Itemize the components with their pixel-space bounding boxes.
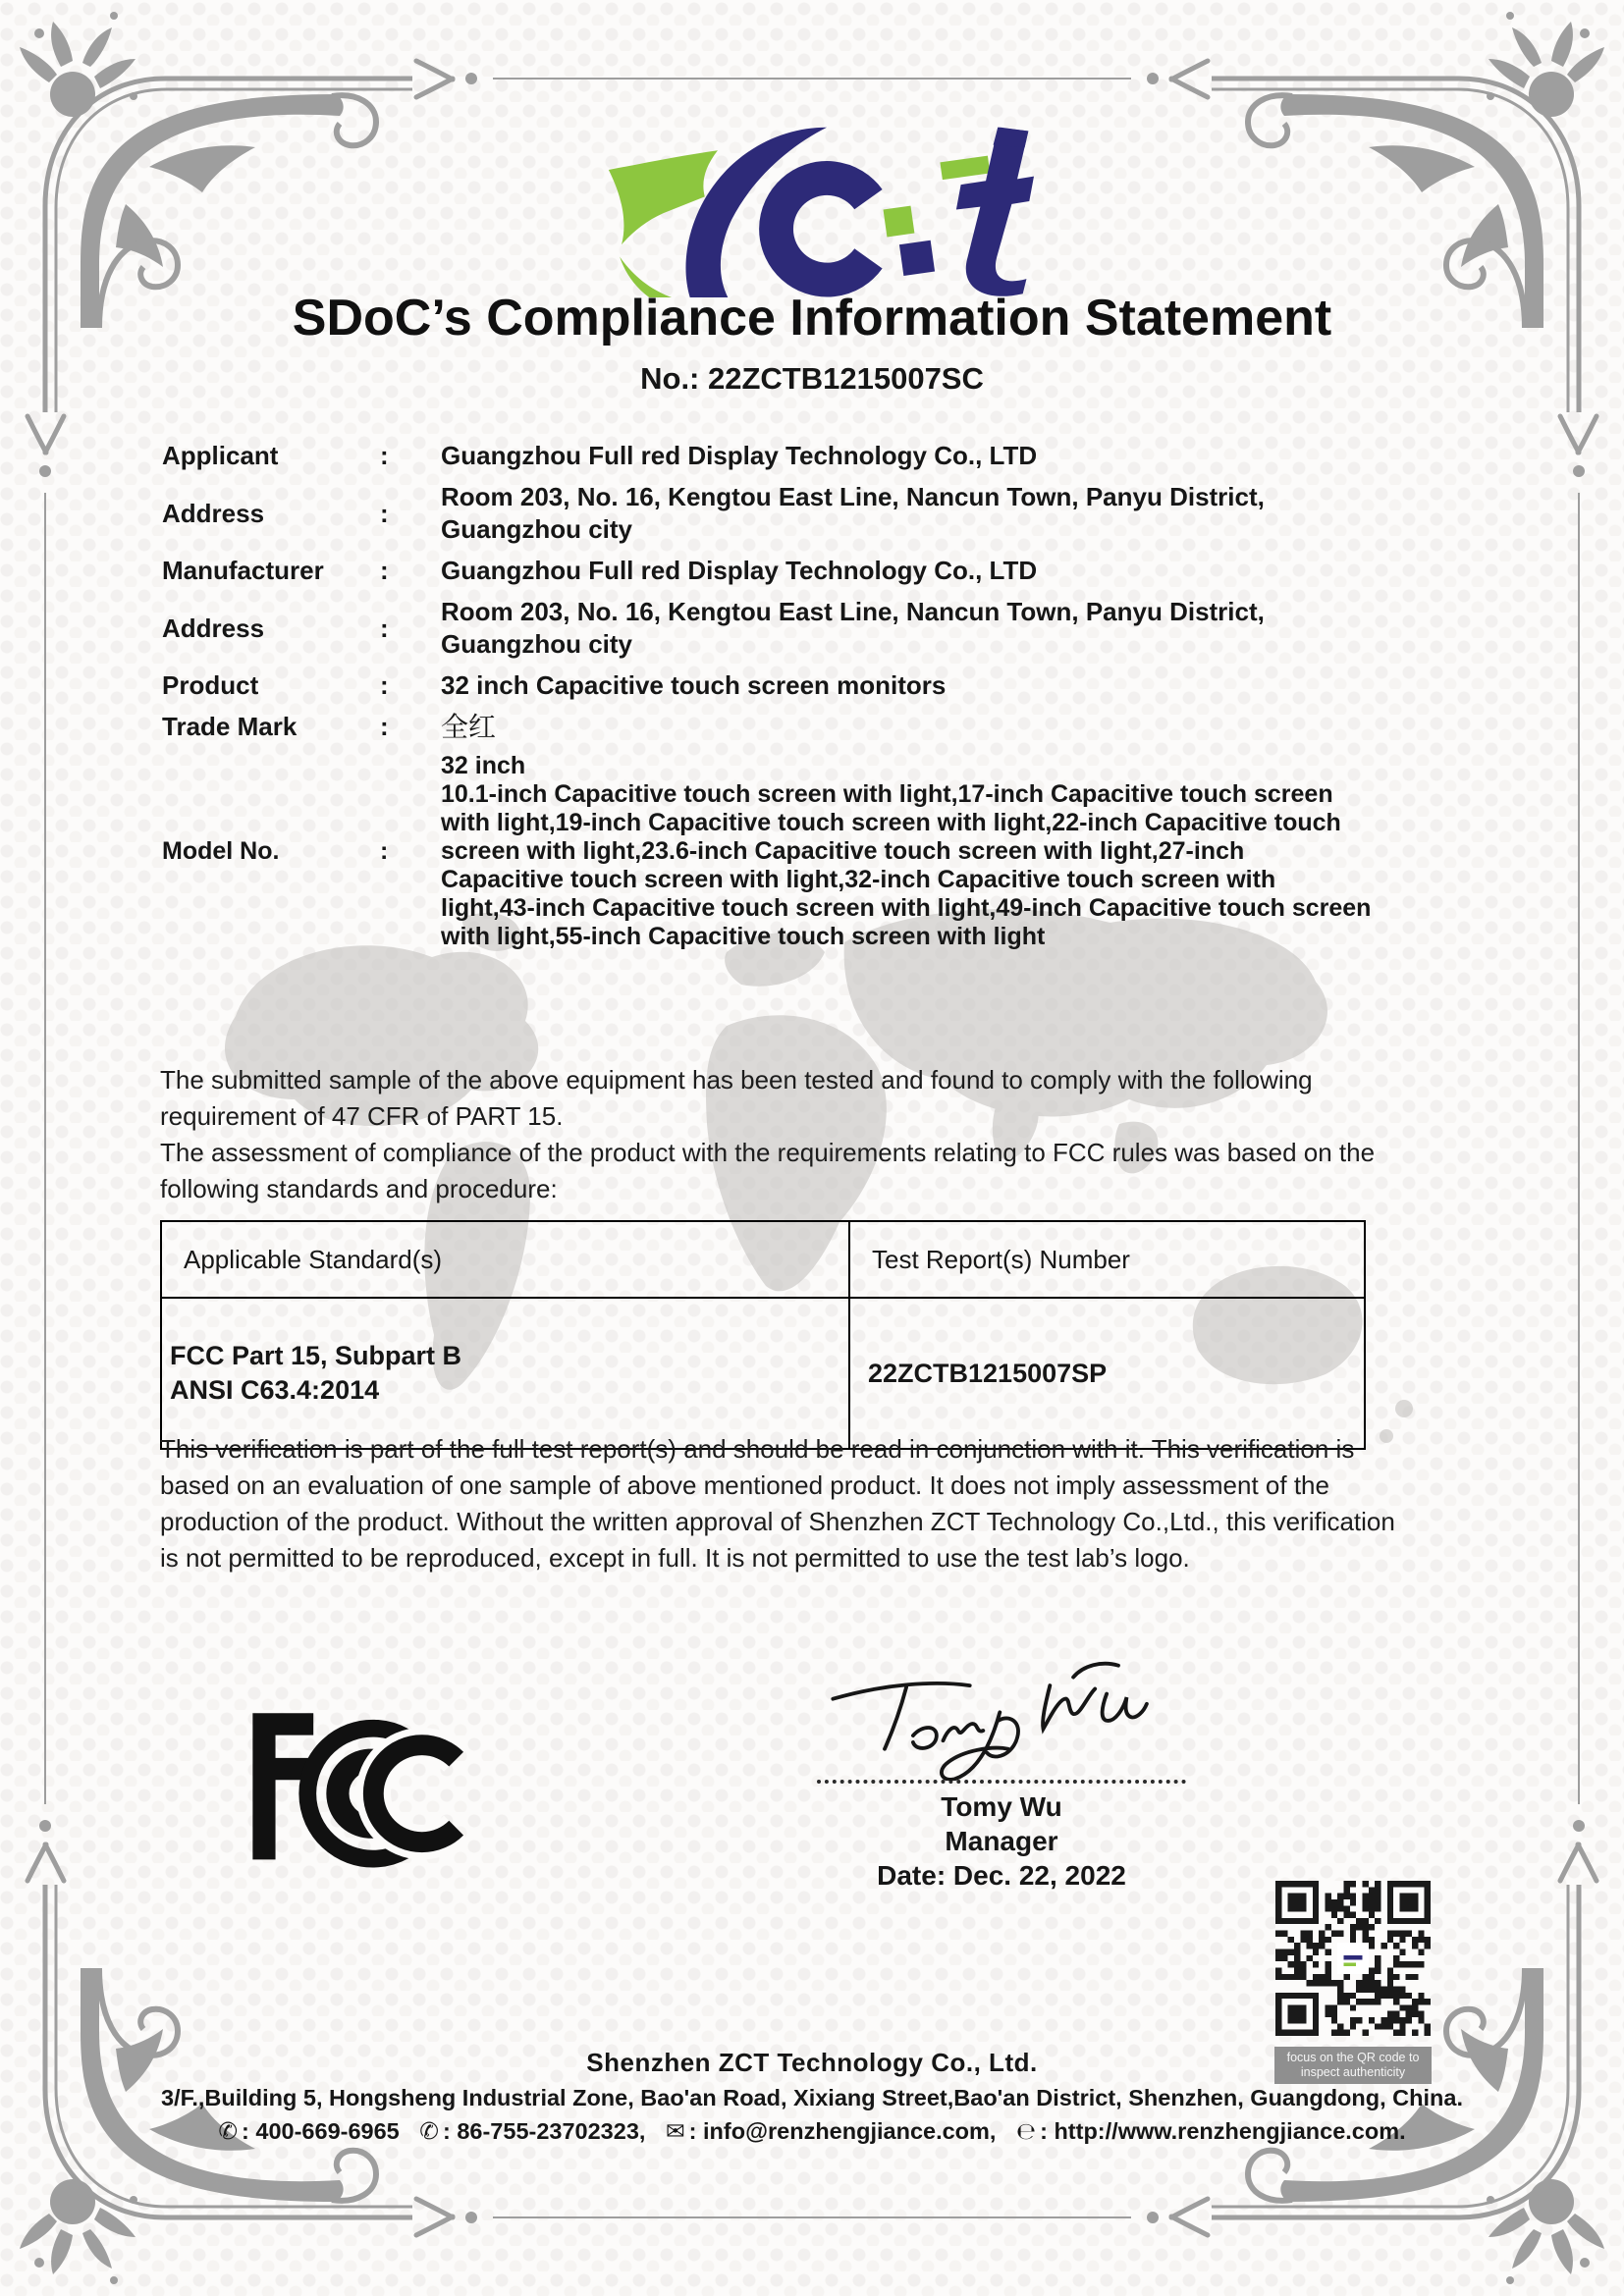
footer-contact-line [0,2117,1624,2145]
model-no-list: 10.1-inch Capacitive touch screen with light,17-inch Capacitive touch screen with light,19-inch Capacitive touch screen with light,22-inch Capacitive touch screen with light,23.6-inch Capacitive touch screen with light,27-inch Capacitive touch screen with light,32-inch Capacitive touch screen with light,43-inch Capacitive touch screen with light,49-inch Capacitive touch screen with light,55-inch Capacitive touch screen with light [441,780,1372,950]
logo-letter-c [777,178,869,280]
model-no-value [441,752,1372,951]
footer [0,2048,1624,2145]
signer-role: Manager [945,1826,1058,1856]
colon: : [380,712,389,741]
statement-paragraph-2: The assessment of compliance of the product with the requirements relating to FCC rules was based on the following standards and procedure: [160,1138,1376,1203]
header-test-report-number: Test Report(s) Number [849,1221,1365,1298]
signature-date: Date: Dec. 22, 2022 [877,1860,1126,1891]
footer-phone-1: : 400-669-6965 [242,2118,400,2144]
address-value: Room 203, No. 16, Kengtou East Line, Nancun Town, Panyu District, Guangzhou city [441,482,1265,544]
signature-block [785,1647,1218,1893]
trademark-value: 全红 [441,711,497,743]
product-label: Product [162,670,259,700]
zct-logo [590,122,1034,302]
form-row-applicant [162,440,1372,472]
logo-green-square [884,206,915,238]
phone-icon: ✆ [218,2117,239,2145]
address-label: Address [162,498,265,528]
fcc-logo [244,1704,471,1876]
address-label: Address [162,613,265,643]
qr-caption-line-1: focus on the QR code to [1286,2051,1420,2064]
colon: : [380,670,389,700]
form-row-product [162,669,1372,702]
web-icon: ℮ [1016,2117,1037,2145]
logo-letter-t [956,128,1034,296]
colon: : [380,498,389,528]
trademark-label: Trade Mark [162,712,298,741]
manufacturer-value: Guangzhou Full red Display Technology Co., LTD [441,556,1038,585]
address-value: Room 203, No. 16, Kengtou East Line, Nancun Town, Panyu District, Guangzhou city [441,597,1265,659]
footer-phone-2: : 86-755-23702323, [442,2118,646,2144]
footer-email: : info@renzhengjiance.com, [688,2118,997,2144]
manufacturer-label: Manufacturer [162,556,324,585]
colon: : [380,613,389,643]
envelope-icon: ✉ [665,2117,685,2145]
report-number-cell: 22ZCTB1215007SP [849,1298,1365,1449]
logo-green-dash [940,156,990,181]
standard-line-1: FCC Part 15, Subpart B [170,1341,462,1370]
header-applicable-standards: Applicable Standard(s) [161,1221,849,1298]
footer-address: 3/F.,Building 5, Hongsheng Industrial Zone, Bao'an Road, Xixiang Street,Bao'an District, Shenzhen, Guangdong, China. [161,2085,1463,2110]
qr-code [1274,1881,1432,2041]
colon: : [380,556,389,585]
certificate-form [162,440,1372,960]
handwritten-signature [795,1647,1208,1781]
phone-icon: ✆ [419,2117,439,2145]
verification-paragraph: This verification is part of the full test report(s) and should be read in conjunction with it. This verification is based on an evaluation of one sample of above mentioned product. It does not imply assessment of the production of the product. Without the written approval of Shenzhen ZCT Technology Co.,Ltd., this verification is not permitted to be reproduced, except in full. It is not permitted to use the test lab’s logo. [160,1434,1395,1573]
standards-cell [161,1298,849,1449]
model-no-label: Model No. [162,837,280,865]
table-header-row [161,1221,1365,1298]
form-row-trademark [162,711,1372,743]
form-row-model-no [162,752,1372,951]
colon: : [380,441,389,470]
page-title: SDoC’s Compliance Information Statement [292,290,1332,347]
form-row-address-2 [162,596,1372,661]
footer-website: : http://www.renzhengjiance.com. [1040,2118,1406,2144]
applicant-value: Guangzhou Full red Display Technology Co., LTD [441,441,1038,470]
signer-name: Tomy Wu [941,1791,1062,1822]
footer-company-name: Shenzhen ZCT Technology Co., Ltd. [586,2048,1038,2077]
qr-caption-line-2: inspect authenticity [1300,2065,1406,2079]
product-value: 32 inch Capacitive touch screen monitors [441,670,947,700]
applicant-label: Applicant [162,441,279,470]
form-row-address [162,481,1372,546]
statement-paragraph-1: The submitted sample of the above equipment has been tested and found to comply with the following requirement of 47 CFR of PART 15. [160,1065,1313,1131]
statement-paragraphs [160,1062,1378,1207]
standard-line-2: ANSI C63.4:2014 [170,1375,380,1405]
table-row [161,1298,1365,1449]
standards-table [160,1220,1366,1450]
logo-navy-square [899,240,935,276]
colon: : [380,837,389,865]
document-number: No.: 22ZCTB1215007SC [640,361,984,396]
model-no-size: 32 inch [441,752,526,779]
form-row-manufacturer [162,555,1372,587]
